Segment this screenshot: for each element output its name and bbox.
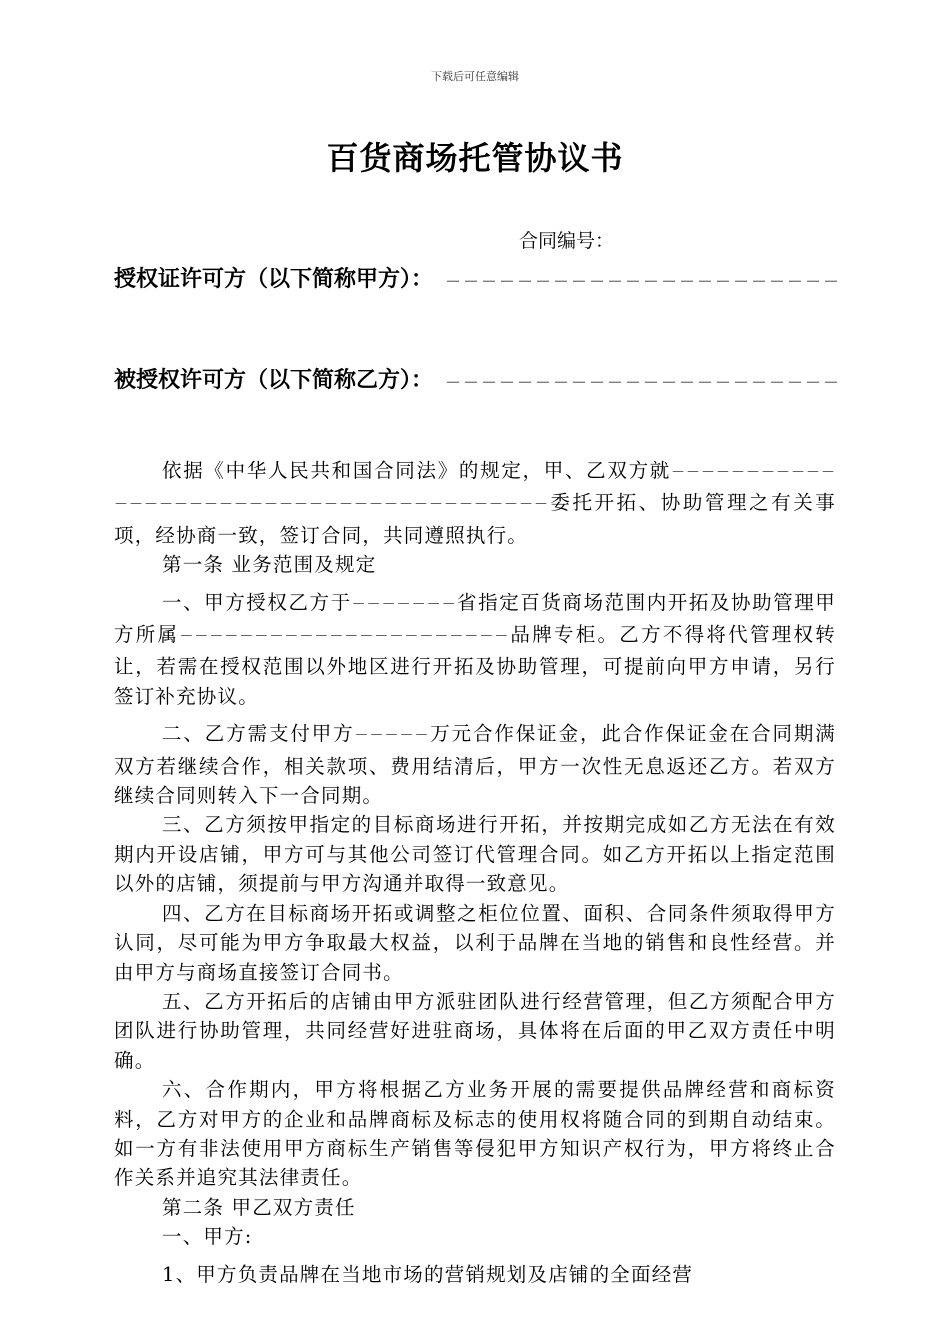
item-1-text-b: 省指定百货商场范围内开拓及协助管理甲方所属 — [114, 590, 836, 647]
item-2-blank-amount: －－－－－ — [354, 728, 430, 745]
article-2-subheading: 一、甲方: — [162, 1225, 253, 1249]
intro-blank: －－－－－－－－－－－－－－－－－－－－－－－－－－－－－－－－－－－－－－－－ — [114, 465, 836, 514]
article-2-item-1: 1、甲方负责品牌在当地市场的营销规划及店铺的全面经营 — [162, 1262, 694, 1286]
contract-number-label: 合同编号： — [519, 230, 615, 252]
item-1-text-a: 一、甲方授权乙方于 — [162, 590, 352, 614]
article-1-item-2 — [114, 719, 836, 810]
party-b-label: 被授权许可方（以下简称乙方）： — [114, 368, 434, 393]
contract-body — [114, 456, 836, 1289]
item-1-blank-province: －－－－－－－ — [351, 596, 457, 613]
header-note: 下载后可任意编辑 — [431, 70, 519, 83]
intro-text-a: 依据《中华人民共和国合同法》的规定，甲、乙双方就 — [162, 459, 671, 482]
intro-text-b: 委托开拓、协助管理之有关事项，经协商一致，签订合同，共同遵照执行。 — [114, 491, 836, 547]
party-b-line — [114, 363, 841, 394]
article-2-heading: 第二条 甲乙双方责任 — [162, 1195, 356, 1219]
document-title: 百货商场托管协议书 — [326, 139, 624, 177]
article-1-item-5: 五、乙方开拓后的店铺由甲方派驻团队进行经营管理，但乙方须配合甲方团队进行协助管理，共同经营好进驻商场，具体将在后面的甲乙双方责任中明确。 — [114, 989, 836, 1072]
party-a-blank: －－－－－－－－－－－－－－－－－－－－－－ — [445, 271, 842, 291]
intro-paragraph — [114, 456, 836, 550]
party-b-blank: －－－－－－－－－－－－－－－－－－－－－－ — [445, 372, 842, 392]
article-1-item-3: 三、乙方须按甲指定的目标商场进行开拓，并按期完成如乙方无法在有效期内开设店铺，甲方可与其他公司签订代管理合同。如乙方开拓以上指定范围以外的店铺，须提前与甲方沟通并取得一致意见。 — [114, 813, 836, 896]
item-1-blank-brand: －－－－－－－－－－－－－－－－－－－－－－ — [179, 629, 510, 646]
item-2-text-b: 万元合作保证金，此合作保证金在合同期满双方若继续合作，相关款项、费用结清后，甲方一次性无息返还乙方。若双方继续合同则转入下一合同期。 — [114, 722, 836, 808]
article-1-item-4: 四、乙方在目标商场开拓或调整之柜位位置、面积、合同条件须取得甲方认同，尽可能为甲方争取最大权益，以利于品牌在当地的销售和良性经营。并由甲方与商场直接签订合同书。 — [114, 901, 836, 984]
item-1-text-c: 品牌专柜。乙方不得将代管理权转让，若需在授权范围以外地区进行开拓及协助管理，可提前向甲方申请，另行签订补充协议。 — [114, 623, 836, 708]
party-a-line — [114, 262, 841, 293]
article-1-heading: 第一条 业务范围及规定 — [162, 553, 377, 577]
article-1-item-6: 六、合作期内，甲方将根据乙方业务开展的需要提供品牌经营和商标资料，乙方对甲方的企业和品牌商标及标志的使用权将随合同的到期自动结束。如一方有非法使用甲方商标生产销售等侵犯甲方知识产权行为，甲方将终止合作关系并追究其法律责任。 — [114, 1078, 836, 1190]
item-2-text-a: 二、乙方需支付甲方 — [162, 722, 355, 746]
party-a-label: 授权证许可方（以下简称甲方）： — [114, 267, 434, 292]
article-1-item-1 — [114, 588, 836, 712]
